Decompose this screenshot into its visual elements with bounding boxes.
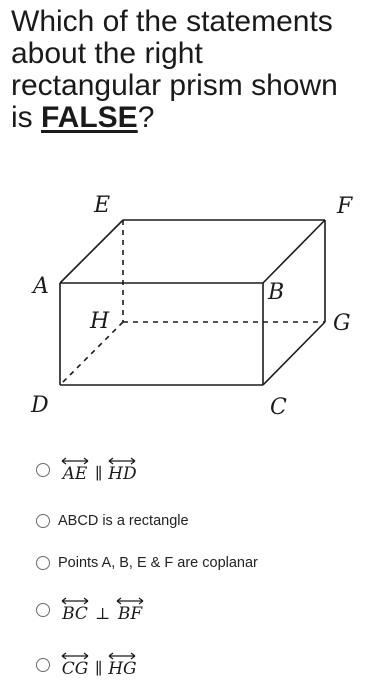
parallel-operator: ∥ xyxy=(95,464,103,483)
question-suffix: ? xyxy=(137,101,155,134)
choice-5-math xyxy=(60,652,137,678)
vertex-label-e: E xyxy=(94,193,111,218)
choice-4-math xyxy=(60,597,145,623)
choice-5-radio[interactable] xyxy=(36,658,50,672)
question-prefix: Which of the statements about the right rectangular prism shown is xyxy=(11,5,338,134)
choice-1-line-hd: HD xyxy=(107,457,137,483)
vertex-label-b: B xyxy=(268,280,285,305)
choice-5[interactable] xyxy=(36,650,137,680)
choice-2-label: ABCD is a rectangle xyxy=(58,513,189,529)
choice-3-radio[interactable] xyxy=(36,556,50,570)
parallel-operator: ∥ xyxy=(95,659,103,678)
choice-1-line-ae: AE xyxy=(60,457,90,483)
vertex-label-d: D xyxy=(31,393,49,418)
choice-4[interactable] xyxy=(36,595,145,625)
vertex-label-h: H xyxy=(90,309,110,334)
choice-1-math xyxy=(60,457,137,483)
choice-3-label: Points A, B, E & F are coplanar xyxy=(58,555,258,571)
question-emphasis: FALSE xyxy=(41,101,138,134)
choice-2[interactable] xyxy=(36,506,189,536)
prism-figure xyxy=(0,180,370,430)
vertex-label-c: C xyxy=(270,395,287,420)
choice-1-radio[interactable] xyxy=(36,463,50,477)
edge-cg xyxy=(263,322,325,385)
choice-4-line-bc: BC xyxy=(60,597,90,623)
vertex-label-a: A xyxy=(33,274,49,299)
choice-5-line-hg: HG xyxy=(107,652,137,678)
perpendicular-operator: ⊥ xyxy=(95,604,111,623)
edge-bf xyxy=(263,220,325,283)
choice-2-radio[interactable] xyxy=(36,514,50,528)
vertex-label-f: F xyxy=(337,194,353,219)
choice-5-line-cg: CG xyxy=(60,652,90,678)
edge-ae xyxy=(60,220,123,283)
choice-1[interactable] xyxy=(36,455,137,485)
choice-4-line-bf: BF xyxy=(115,597,145,623)
prism-diagram xyxy=(0,180,370,430)
choice-3[interactable] xyxy=(36,548,258,578)
choice-4-radio[interactable] xyxy=(36,603,50,617)
answer-choices xyxy=(0,440,370,700)
question-text xyxy=(11,6,361,134)
vertex-label-g: G xyxy=(333,311,351,336)
